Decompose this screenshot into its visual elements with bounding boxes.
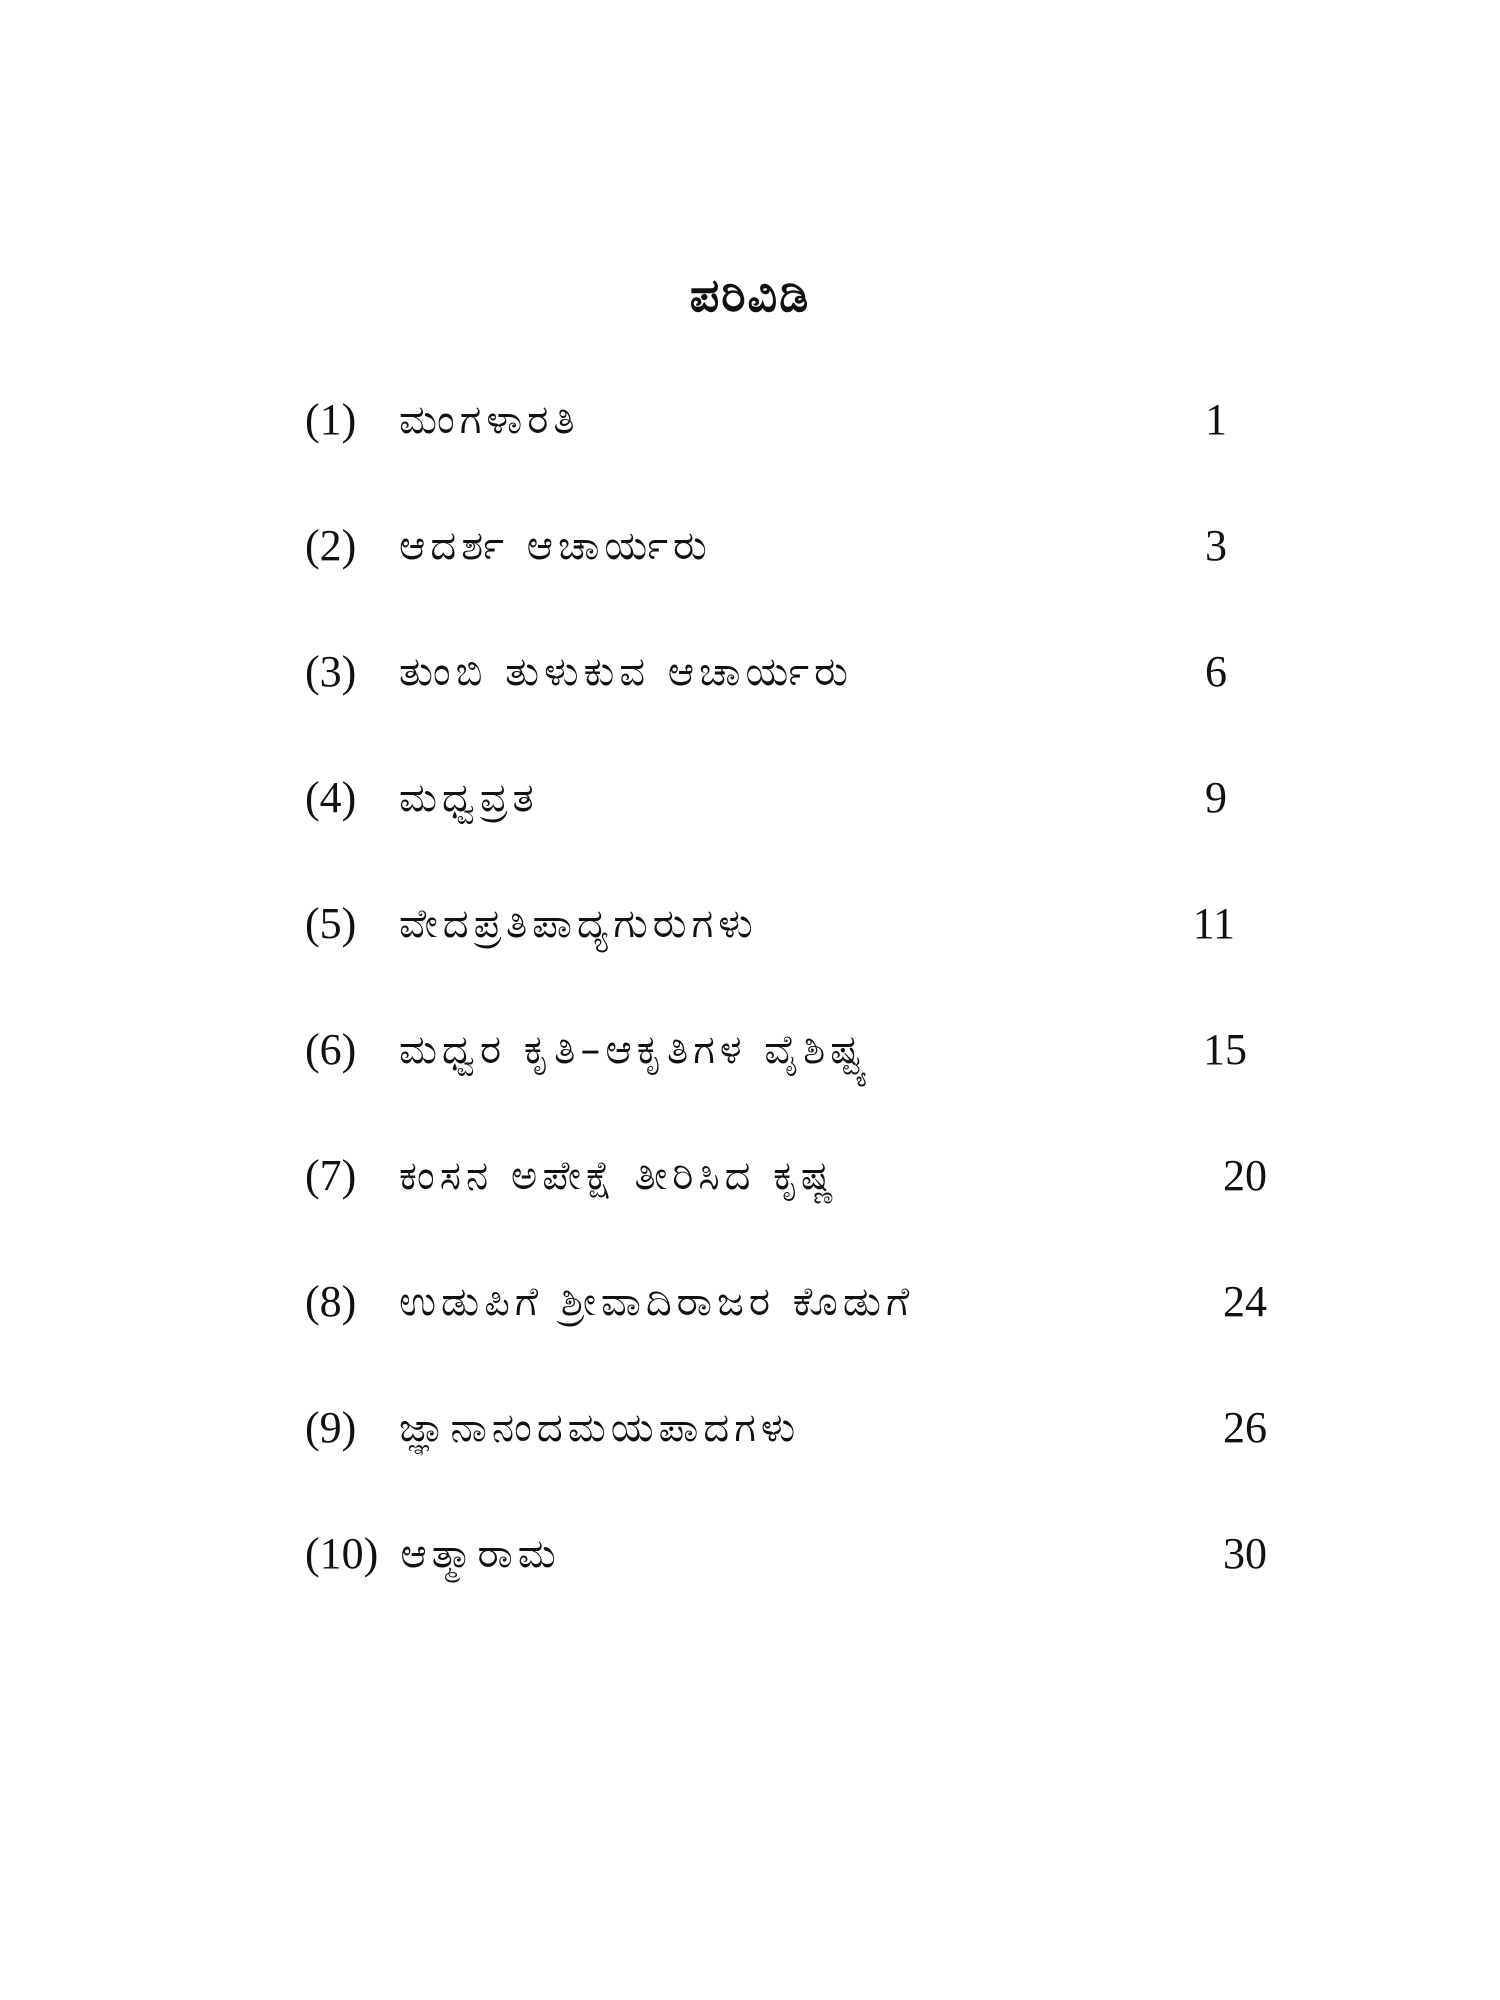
toc-entry-title: ಉಡುಪಿಗೆ ಶ್ರೀವಾದಿರಾಜರ ಕೊಡುಗೆ [399,1279,915,1325]
toc-entry-page: 20 [1223,1151,1267,1200]
toc-entry-number: (4) [305,773,357,822]
toc-entry [305,1526,1275,1652]
toc-entry-title: ಜ್ಞಾನಾನಂದಮಯಪಾದಗಳು [399,1405,801,1451]
toc-entry [305,518,1275,644]
toc-entry-page: 15 [1203,1025,1247,1074]
page-title: ಪರಿವಿಡಿ [689,268,811,322]
toc-entry-number: (6) [305,1025,357,1074]
toc-entry-page: 24 [1223,1277,1267,1326]
toc-entry [305,1400,1275,1526]
toc-entry-title: ತುಂಬಿ ತುಳುಕುವ ಆಚಾರ್ಯರು [399,649,853,695]
toc-entry-title: ಆದರ್ಶ ಆಚಾರ್ಯರು [399,523,712,569]
toc-entry [305,1148,1275,1274]
toc-entry-number: (8) [305,1277,357,1326]
toc-entry-page: 11 [1192,899,1235,948]
toc-entry-title: ಮಧ್ವರ ಕೃತಿ–ಆಕೃತಿಗಳ ವೈಶಿಷ್ಟ್ಯ [399,1027,873,1073]
toc-entry-title: ಮಂಗಳಾರತಿ [399,397,580,443]
toc-entry-number: (3) [305,647,357,696]
toc-entry-page: 9 [1205,773,1227,822]
toc-entry-page: 3 [1205,521,1227,570]
toc-entry-number: (9) [305,1403,357,1452]
toc-entry-number: (10) [305,1529,379,1578]
toc-entry-title: ಕಂಸನ ಅಪೇಕ್ಷೆ ತೀರಿಸಿದ ಕೃಷ್ಣ [399,1153,839,1199]
toc-entry-page: 6 [1205,647,1227,696]
toc-entry-number: (2) [305,521,357,570]
toc-entry [305,770,1275,896]
toc-entry-page: 26 [1223,1403,1267,1452]
toc-entry-number: (7) [305,1151,357,1200]
toc-entry-title: ಆತ್ಮಾರಾಮ [400,1531,561,1577]
toc-entry-number: (5) [305,899,357,948]
toc-entry-title: ಮಧ್ವವ್ರತ [399,775,539,821]
toc-entry [305,392,1275,518]
toc-entry [305,896,1275,1022]
toc-entry-title: ವೇದಪ್ರತಿಪಾದ್ಯಗುರುಗಳು [399,901,758,947]
toc-entry [305,1022,1275,1148]
toc-entry [305,1274,1275,1400]
toc-entry [305,644,1275,770]
toc-entry-number: (1) [305,395,357,444]
table-of-contents [305,392,1275,1652]
toc-entry-page: 30 [1223,1529,1267,1578]
toc-entry-page: 1 [1205,395,1227,444]
